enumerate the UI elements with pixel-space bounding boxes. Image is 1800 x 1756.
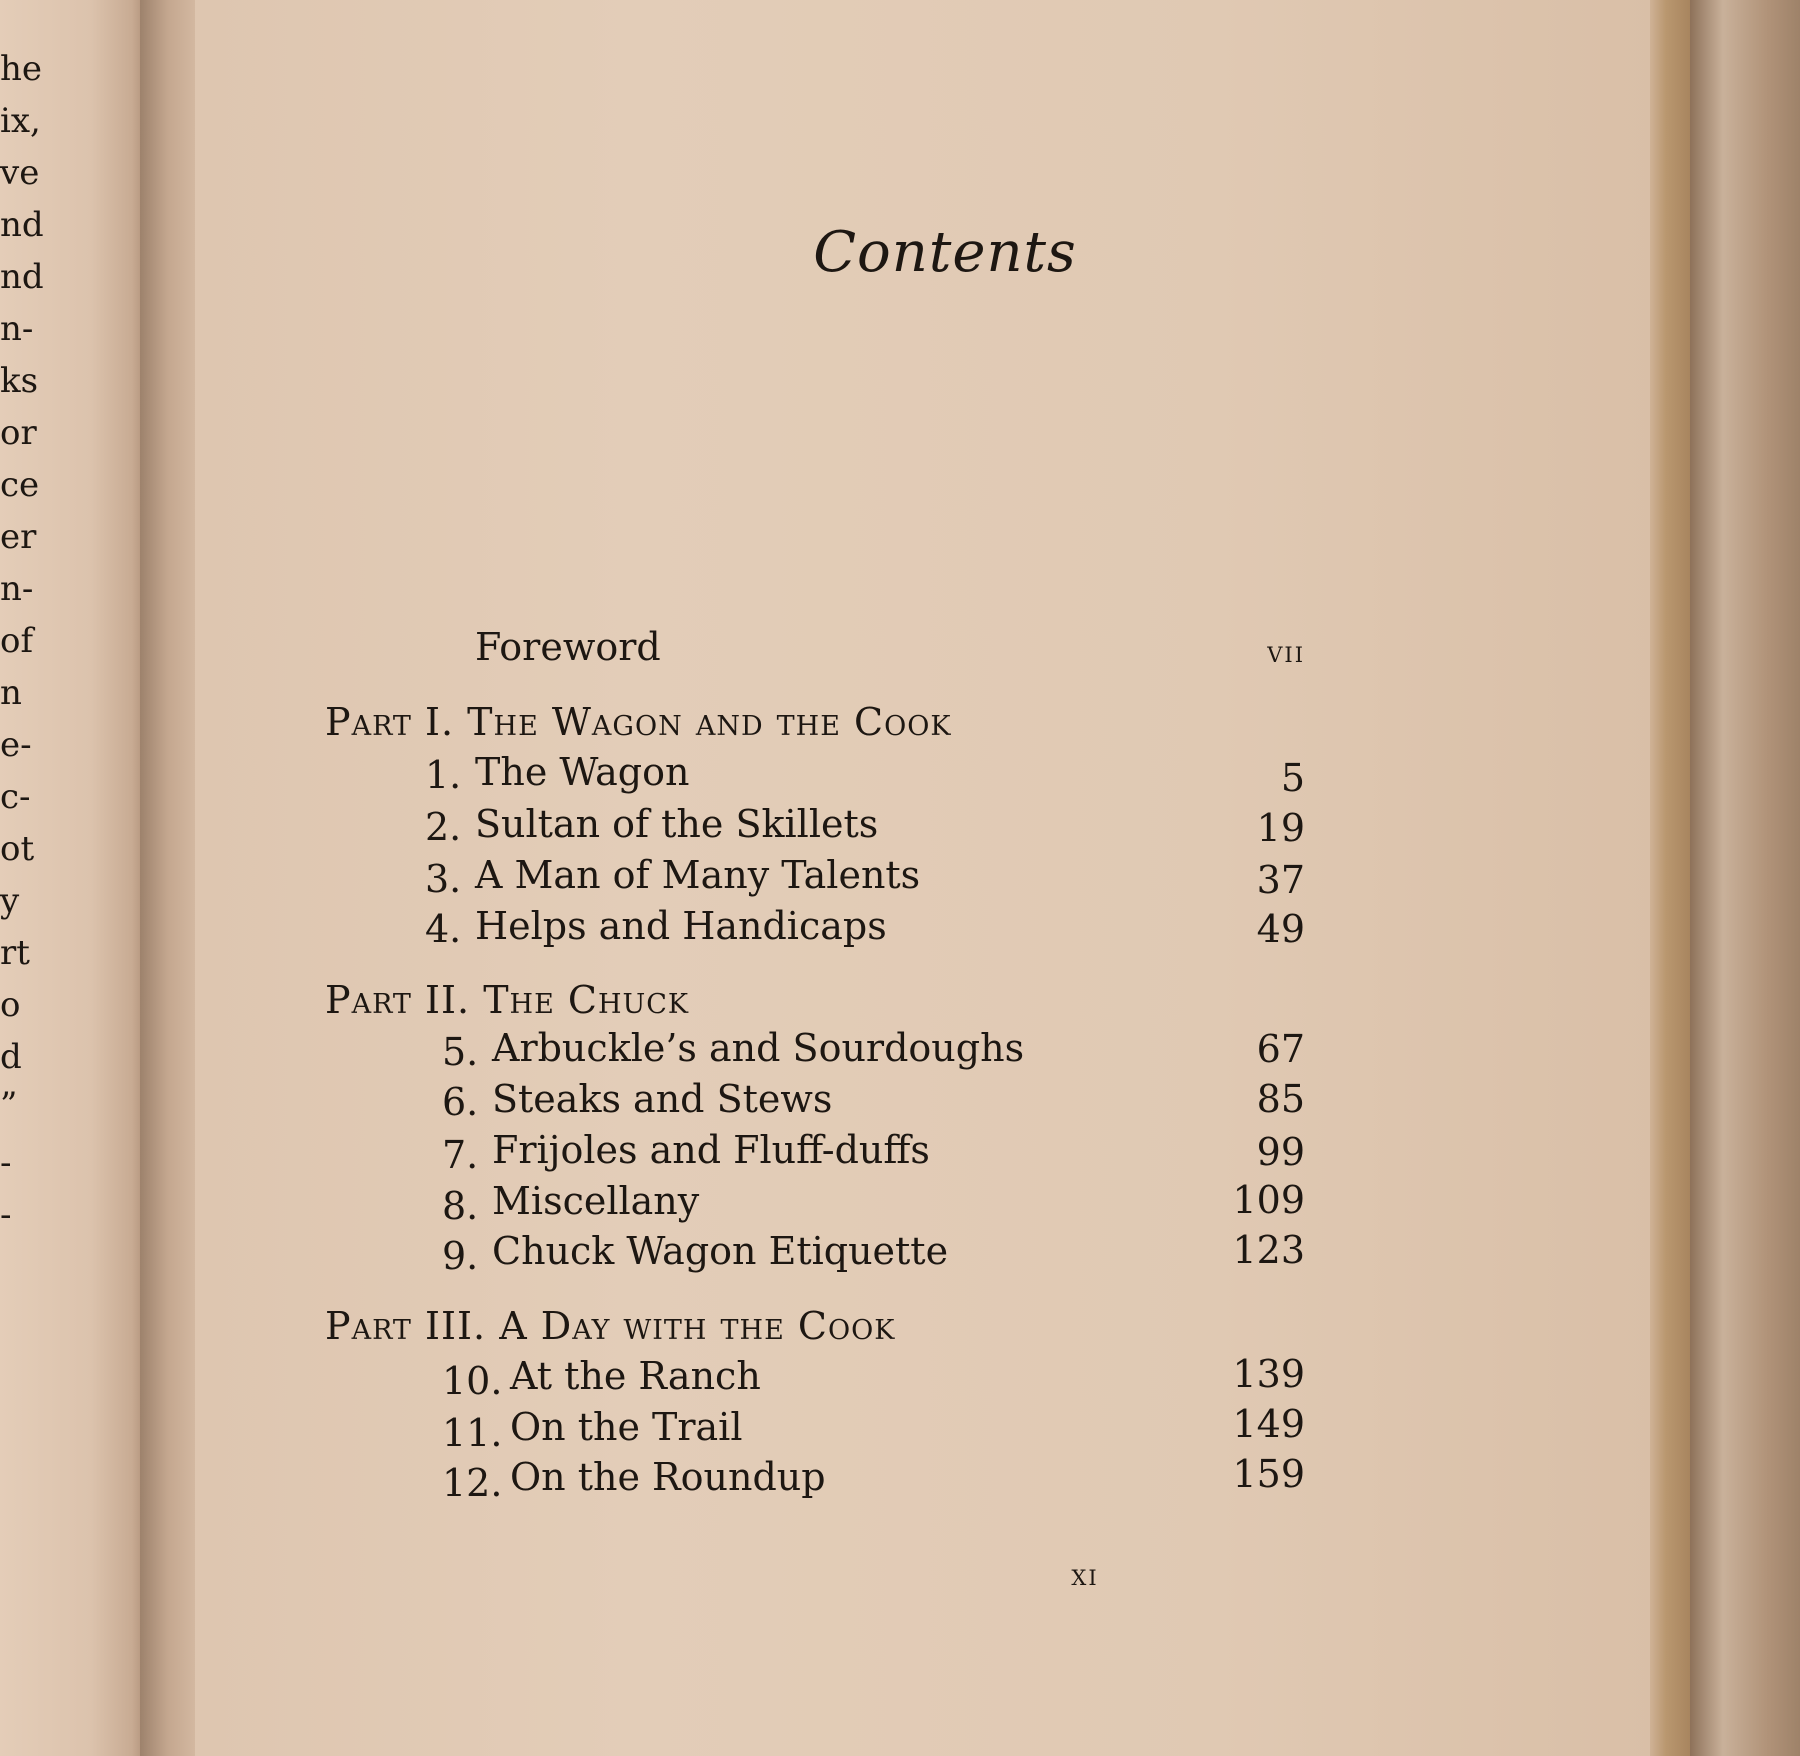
- chapter-page: 99: [1256, 1130, 1305, 1174]
- part-heading: Part I. The Wagon and the Cook: [325, 700, 952, 744]
- facing-page-fragment: ce: [0, 465, 40, 505]
- facing-page-fragment: n-: [0, 569, 34, 609]
- facing-page-fragment: er: [0, 517, 37, 557]
- facing-page-fragment: y: [0, 881, 20, 921]
- facing-page-fragment: nd: [0, 257, 44, 297]
- chapter-title: The Wagon: [475, 750, 690, 794]
- facing-page-fragment: -: [0, 1195, 12, 1235]
- page-title: Contents: [813, 220, 1077, 285]
- chapter-title: On the Trail: [510, 1405, 743, 1449]
- foreword-page: vii: [1267, 635, 1305, 670]
- facing-page-fragment: nd: [0, 205, 44, 245]
- facing-page-fragment: e-: [0, 725, 32, 765]
- chapter-title: On the Roundup: [510, 1455, 826, 1499]
- part-heading: Part II. The Chuck: [325, 978, 690, 1022]
- chapter-page: 49: [1256, 907, 1305, 951]
- facing-page-fragment: ks: [0, 361, 39, 401]
- chapter-number: 6.: [442, 1080, 479, 1124]
- chapter-number: 7.: [442, 1133, 479, 1177]
- facing-page-fragment: o: [0, 985, 21, 1025]
- chapter-title: Helps and Handicaps: [475, 904, 887, 948]
- facing-page-fragment: n-: [0, 309, 34, 349]
- facing-page-fragment: ix,: [0, 101, 41, 141]
- facing-page-fragment: d: [0, 1037, 22, 1077]
- facing-page-fragment: rt: [0, 933, 30, 973]
- chapter-number: 12.: [442, 1461, 503, 1505]
- chapter-page: 139: [1232, 1352, 1305, 1396]
- chapter-page: 85: [1256, 1077, 1305, 1121]
- chapter-title: Arbuckle’s and Sourdoughs: [492, 1026, 1025, 1070]
- chapter-page: 109: [1232, 1178, 1305, 1222]
- chapter-number: 2.: [425, 805, 462, 849]
- chapter-number: 11.: [442, 1411, 503, 1455]
- part-heading: Part III. A Day with the Cook: [325, 1304, 896, 1348]
- chapter-page: 159: [1232, 1452, 1305, 1496]
- chapter-page: 67: [1256, 1027, 1305, 1071]
- facing-page-fragment: ve: [0, 153, 40, 193]
- facing-page-fragment: of: [0, 621, 34, 661]
- chapter-title: Sultan of the Skillets: [475, 802, 879, 846]
- facing-page-fragment: or: [0, 413, 37, 453]
- chapter-title: Chuck Wagon Etiquette: [492, 1229, 949, 1273]
- chapter-page: 149: [1232, 1402, 1305, 1446]
- foreword-label: Foreword: [475, 625, 661, 669]
- chapter-page: 5: [1280, 756, 1305, 800]
- facing-page-fragment: ot: [0, 829, 35, 869]
- chapter-title: Frijoles and Fluff-duffs: [492, 1128, 930, 1172]
- chapter-page: 19: [1256, 806, 1305, 850]
- facing-page-fragment: c-: [0, 777, 31, 817]
- chapter-title: A Man of Many Talents: [475, 853, 921, 897]
- chapter-title: Miscellany: [492, 1179, 700, 1223]
- chapter-page: 37: [1256, 858, 1305, 902]
- chapter-number: 4.: [425, 907, 462, 951]
- facing-page-fragment: n: [0, 673, 22, 713]
- chapter-title: At the Ranch: [510, 1354, 761, 1398]
- chapter-number: 1.: [425, 753, 462, 797]
- chapter-page: 123: [1232, 1228, 1305, 1272]
- chapter-number: 5.: [442, 1030, 479, 1074]
- chapter-title: Steaks and Stews: [492, 1077, 833, 1121]
- page-number: xi: [1071, 1558, 1099, 1593]
- chapter-number: 10.: [442, 1359, 503, 1403]
- facing-page-fragment: ”: [0, 1085, 18, 1125]
- facing-page-fragment: he: [0, 49, 43, 89]
- chapter-number: 8.: [442, 1184, 479, 1228]
- facing-page-fragment: -: [0, 1143, 12, 1183]
- chapter-number: 3.: [425, 857, 462, 901]
- chapter-number: 9.: [442, 1234, 479, 1278]
